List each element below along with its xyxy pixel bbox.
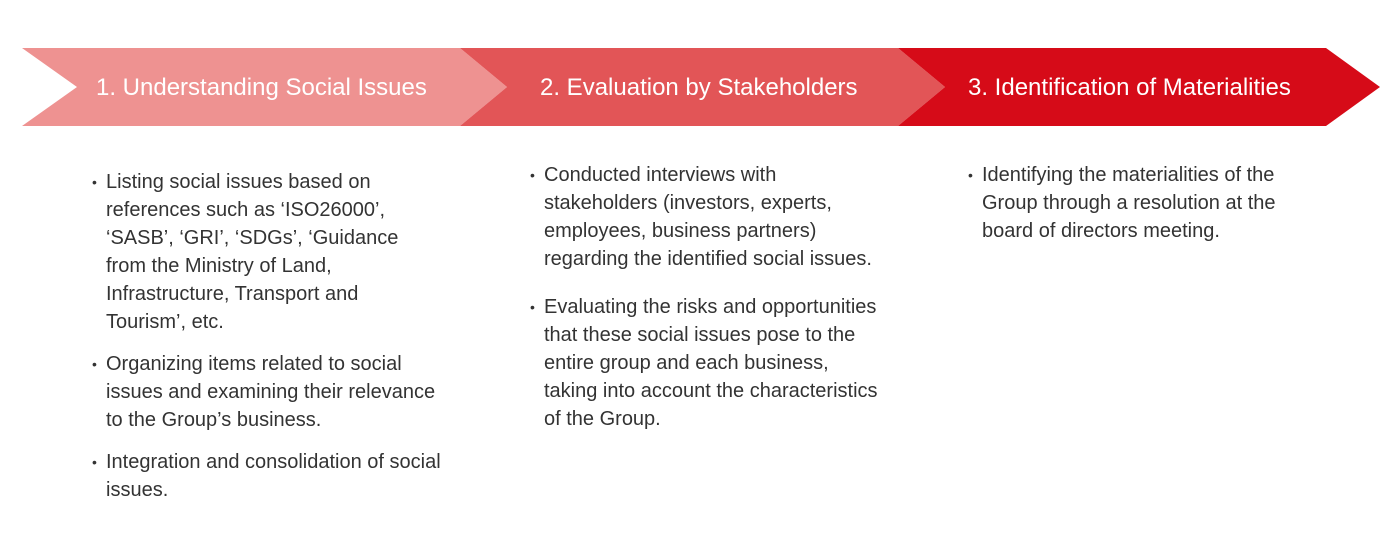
step-3-item-1-text: Identifying the materialities of the Group through a resolution at the board of directors meeting. [982, 164, 1276, 242]
step-3-item-1 [968, 161, 1318, 245]
step-1-item-1 [92, 168, 442, 336]
bullet-icon: • [92, 454, 97, 470]
step-1-item-3 [92, 448, 442, 504]
step-1-item-2-text: Organizing items related to social issues and examining their relevance to the Group’s business. [106, 353, 436, 431]
bullet-icon: • [92, 174, 97, 190]
step-2-item-1 [530, 161, 880, 273]
step-3-details [968, 161, 1318, 259]
step-3-title: 3. Identification of Materialities [968, 74, 1291, 101]
step-1-item-2 [92, 350, 442, 434]
bullet-icon: • [530, 167, 535, 183]
step-1-details [92, 168, 442, 518]
bullet-icon: • [530, 299, 535, 315]
step-1-item-1-text: Listing social issues based on references such as ‘ISO26000’, ‘SASB’, ‘GRI’, ‘SDGs’, ‘Guidance from the Ministry of Land, Infrastructure, Transport and Tourism’, etc. [106, 171, 399, 333]
step-2-details [530, 161, 880, 447]
bullet-icon: • [92, 356, 97, 372]
step-1-title: 1. Understanding Social Issues [96, 74, 427, 101]
step-2-title: 2. Evaluation by Stakeholders [540, 74, 858, 101]
bullet-icon: • [968, 167, 973, 183]
step-2-item-1-text: Conducted interviews with stakeholders (investors, experts, employees, business partners) regarding the identified social issues. [544, 164, 872, 270]
step-2-item-2 [530, 293, 880, 433]
step-1-item-3-text: Integration and consolidation of social issues. [106, 451, 441, 501]
step-2-item-2-text: Evaluating the risks and opportunities that these social issues pose to the entire group and each business, taking into account the characteristics of the Group. [544, 296, 878, 430]
